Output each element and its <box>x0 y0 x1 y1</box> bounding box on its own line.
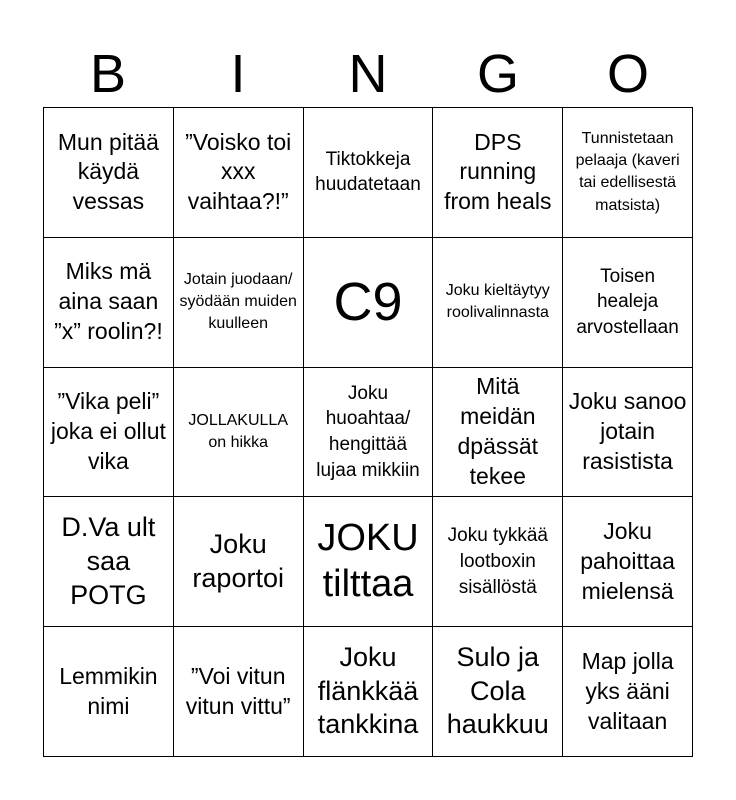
header-letter-n: N <box>348 44 388 104</box>
bingo-cell-text: C9 <box>333 271 403 332</box>
header-letter-o: O <box>606 44 649 104</box>
bingo-cell-3-5[interactable] <box>563 368 693 498</box>
bingo-cell-3-4[interactable] <box>433 368 563 498</box>
bingo-cell-text: Miks mä aina saan ”x” roolin?! <box>54 258 163 345</box>
bingo-cell-4-1[interactable] <box>44 497 174 627</box>
bingo-cell-text: Joku tykkää lootboxin sisällöstä <box>447 525 548 598</box>
bingo-cell-2-4[interactable] <box>433 238 563 368</box>
bingo-cell-5-2[interactable] <box>174 627 304 757</box>
bingo-cell-4-4[interactable] <box>433 497 563 627</box>
bingo-cell-text: Joku sanoo jotain rasistista <box>568 388 687 474</box>
bingo-cell-5-1[interactable] <box>44 627 174 757</box>
bingo-cell-text: ”Vika peli” joka ei ollut vika <box>50 388 166 474</box>
bingo-cell-text: Joku kieltäytyy roolivalinnasta <box>445 281 550 322</box>
bingo-cell-free[interactable] <box>304 238 434 368</box>
bingo-cell-3-1[interactable] <box>44 368 174 498</box>
header-letter-b: B <box>89 44 127 104</box>
bingo-cell-5-4[interactable] <box>433 627 563 757</box>
bingo-cell-4-3[interactable] <box>304 497 434 627</box>
bingo-cell-3-2[interactable] <box>174 368 304 498</box>
bingo-cell-2-1[interactable] <box>44 238 174 368</box>
bingo-cell-2-2[interactable] <box>174 238 304 368</box>
bingo-cell-text: JOKU tilttaa <box>317 517 419 605</box>
bingo-cell-1-3[interactable] <box>304 108 434 238</box>
bingo-cell-4-2[interactable] <box>174 497 304 627</box>
bingo-cell-1-1[interactable] <box>44 108 174 238</box>
bingo-cell-1-4[interactable] <box>433 108 563 238</box>
bingo-cell-text: Joku raportoi <box>192 529 284 593</box>
bingo-cell-text: Joku huoahtaa/ hengittää lujaa mikkiin <box>316 382 420 481</box>
header-letter-i: I <box>230 44 246 104</box>
bingo-grid <box>43 107 693 757</box>
bingo-cell-4-5[interactable] <box>563 497 693 627</box>
bingo-cell-2-5[interactable] <box>563 238 693 368</box>
bingo-cell-text: Sulo ja Cola haukkuu <box>446 641 549 740</box>
bingo-cell-text: Mun pitää käydä vessas <box>57 128 159 215</box>
bingo-cell-text: ”Voi vitun vitun vittu” <box>185 662 291 719</box>
bingo-cell-text: Toisen healeja arvostellaan <box>576 265 679 339</box>
bingo-cell-text: Joku pahoittaa mielensä <box>580 517 675 604</box>
bingo-cell-text: JOLLAKULLA on hikka <box>188 411 288 451</box>
bingo-cell-text: DPS running from heals <box>444 128 552 215</box>
bingo-cell-text: Jotain juodaan/ syödään muiden kuulleen <box>179 270 297 333</box>
bingo-cell-text: Tiktokkeja huudatetaan <box>315 148 421 196</box>
bingo-cell-3-3[interactable] <box>304 368 434 498</box>
header-letter-g: G <box>476 44 519 104</box>
bingo-cell-text: Map jolla yks ääni valitaan <box>581 647 674 734</box>
bingo-cell-1-5[interactable] <box>563 108 693 238</box>
bingo-header <box>43 42 693 106</box>
bingo-cell-5-5[interactable] <box>563 627 693 757</box>
bingo-cell-1-2[interactable] <box>174 108 304 238</box>
bingo-cell-text: D.Va ult saa POTG <box>61 512 156 610</box>
bingo-cell-text: Joku flänkkää tankkina <box>317 641 419 740</box>
bingo-cell-text: Lemmikin nimi <box>59 662 158 719</box>
bingo-cell-text: ”Voisko toi xxx vaihtaa?!” <box>185 128 292 215</box>
bingo-cell-text: Tunnistetaan pelaaja (kaveri tai edellisestä matsista) <box>575 129 680 214</box>
bingo-cell-text: Mitä meidän dpässät tekee <box>457 373 539 489</box>
bingo-cell-5-3[interactable] <box>304 627 434 757</box>
